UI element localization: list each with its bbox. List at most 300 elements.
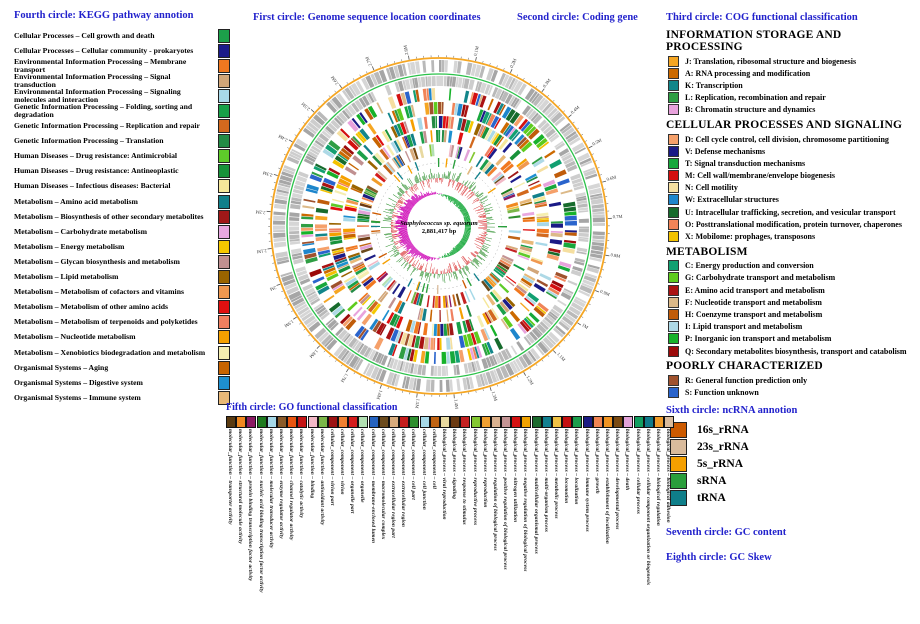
coding-gene-bar [290, 204, 300, 210]
coding-gene-bar [385, 85, 392, 96]
coding-gene-bar [591, 245, 603, 251]
axis-tick [548, 95, 549, 96]
axis-tick [323, 100, 324, 101]
gc-content-spike [440, 274, 441, 275]
gc-content-spike [440, 178, 441, 180]
gc-content-spike [479, 225, 487, 226]
kegg-legend-item [14, 209, 230, 224]
kegg-item-label: Metabolism – Metabolism of other amino acids [14, 302, 169, 312]
go-item-swatch [572, 416, 582, 428]
gc-content-spike [381, 227, 391, 228]
axis-tick [284, 298, 286, 299]
second-circle-title: Second circle: Coding gene [517, 12, 638, 23]
axis-tick [353, 78, 354, 80]
cog-bar [347, 120, 358, 132]
cog-item-label: P: Inorganic ion transport and metabolism [685, 334, 832, 344]
cog-bar [323, 295, 334, 303]
go-legend-item [257, 416, 267, 593]
cog-bar [423, 89, 427, 101]
gc-content-spike [484, 232, 486, 233]
cog-bar [442, 102, 444, 114]
kegg-legend-item [14, 194, 230, 209]
axis-tick [585, 310, 587, 311]
ncrna-legend-items [666, 422, 918, 507]
axis-tick [299, 323, 300, 324]
go-item-label: molecular_function – catalytic activity [298, 429, 305, 519]
axis-tick [589, 146, 593, 148]
coding-gene-bar [593, 231, 605, 235]
cog-bar [446, 338, 451, 350]
gc-content-spike [457, 183, 461, 190]
gc-skew-spike [434, 258, 435, 259]
cog-bar [442, 352, 447, 364]
axis-tick [490, 387, 491, 391]
gc-content-spike [475, 208, 483, 212]
gc-skew-spike [442, 194, 443, 197]
coding-gene-bar [289, 212, 299, 217]
axis-tick [289, 140, 292, 142]
go-legend-item [450, 416, 460, 500]
coding-gene-bar [447, 76, 450, 86]
gc-content-spike [391, 230, 392, 231]
go-bar [438, 296, 440, 308]
axis-tick [313, 340, 314, 341]
gc-content-spike [391, 228, 392, 229]
go-legend-item [226, 416, 236, 525]
axis-tick [573, 329, 574, 330]
gc-content-spike [483, 232, 486, 233]
cog-bar [537, 165, 549, 173]
kegg-bar [432, 324, 434, 336]
cog-bar [520, 302, 530, 311]
go-bar [364, 254, 376, 261]
cog-bar [551, 233, 563, 238]
cog-item-label: K: Transcription [685, 80, 743, 90]
circos-plot [248, 34, 632, 418]
go-item-swatch [644, 416, 654, 428]
kegg-bar [332, 199, 344, 203]
coding-gene-bar [452, 77, 456, 87]
cog-bar [376, 102, 383, 114]
kegg-item-swatch [218, 164, 230, 178]
go-bar [469, 152, 476, 164]
axis-tick-label: 2.8M [402, 44, 410, 56]
kegg-item-label: Metabolism – Biosynthesis of other secondary metabolites [14, 211, 204, 221]
axis-tick [564, 111, 565, 112]
coding-gene-bar [442, 60, 445, 72]
go-item-label: biological_process – reproductive process [471, 429, 478, 526]
axis-tick-label: 2.1M [256, 248, 268, 255]
axis-tick-label: 0.7M [612, 213, 623, 220]
axis-tick [380, 385, 381, 389]
cog-item-swatch [668, 68, 679, 79]
cog-bar [487, 99, 493, 111]
gc-skew-spike [438, 194, 439, 195]
axis-tick-label: 0.8M [610, 252, 621, 259]
coding-gene-bar [273, 221, 285, 225]
go-bar [419, 146, 424, 158]
kegg-bar [537, 220, 549, 223]
go-item-label: cellular_component – membrane-enclosed lumen [369, 429, 376, 544]
go-item-label: biological_process – localization [573, 429, 580, 505]
cog-bar [438, 102, 441, 114]
cog-bar [449, 88, 452, 100]
axis-tick [281, 161, 283, 162]
axis-tick [304, 329, 305, 330]
gc-content-spike [431, 273, 432, 276]
ncrna-bar [382, 258, 390, 264]
cog-bar [564, 207, 576, 212]
gc-content-spike [480, 196, 488, 201]
ncrna-legend-item [666, 473, 918, 490]
go-legend-item [460, 416, 470, 525]
go-item-label: cellular_component – virion part [328, 429, 335, 506]
gc-skew-spike [438, 258, 439, 260]
go-item-swatch [634, 416, 644, 428]
kegg-legend-item [14, 360, 230, 375]
coding-gene-bar [417, 365, 422, 375]
go-item-label: biological_process – nitrogen utilization [512, 429, 519, 523]
ncrna-bar [466, 278, 471, 287]
kegg-bar [367, 160, 378, 170]
cog-bar [551, 221, 563, 223]
ncrna-bar [467, 166, 473, 175]
coding-gene-bar [427, 76, 431, 86]
gc-content-spike [401, 251, 406, 255]
go-bar [432, 296, 434, 308]
kegg-bar [443, 116, 446, 128]
cog-bar [549, 159, 562, 169]
sixth-circle-title: Sixth circle: ncRNA annotion [666, 404, 798, 416]
go-item-swatch [562, 416, 572, 428]
cog-item-label: R: General function prediction only [685, 375, 808, 385]
kegg-item-swatch [218, 225, 230, 239]
gc-content-spike [398, 250, 399, 251]
axis-tick-label: 0.2M [508, 57, 518, 69]
ncrna-bar [445, 158, 447, 167]
go-bar [397, 286, 406, 298]
go-item-swatch [277, 416, 287, 428]
kegg-legend-item [14, 254, 230, 269]
axis-tick [511, 379, 512, 381]
cog-item-swatch [668, 285, 679, 296]
kegg-item-swatch [218, 376, 230, 390]
axis-tick [335, 360, 336, 361]
axis-tick [595, 161, 597, 162]
cog-bar [562, 248, 575, 254]
kegg-item-label: Metabolism – Energy metabolism [14, 241, 125, 251]
go-bar [452, 294, 456, 306]
ncrna-bar [426, 284, 429, 293]
ncrna-bar [415, 162, 419, 171]
gc-content-spike [386, 215, 392, 217]
organism-name: Staphylococcus sp. equorum [400, 220, 478, 227]
gc-content-spike [394, 253, 400, 257]
gc-content-spike [440, 178, 441, 182]
axis-tick-label: 1.5M [414, 398, 421, 409]
axis-tick [354, 373, 355, 375]
kegg-bar [510, 150, 521, 161]
ncrna-item-swatch [670, 490, 687, 506]
axis-tick [568, 115, 571, 118]
gc-content-spike [393, 212, 398, 214]
ncrna-bar [371, 230, 380, 232]
kegg-item-swatch [218, 195, 230, 209]
gc-content-spike [399, 258, 404, 262]
cog-item-swatch [668, 346, 679, 357]
ncrna-item-swatch [670, 439, 687, 455]
cog-bar [374, 337, 384, 350]
axis-tick [582, 317, 584, 318]
kegg-legend-item [14, 300, 230, 315]
go-legend-item [267, 416, 277, 549]
gc-skew-spike [436, 192, 437, 194]
go-item-swatch [471, 416, 481, 428]
gc-content-spike [443, 270, 444, 273]
cog-item-label: O: Posttranslational modification, protein turnover, chaperones [685, 219, 902, 229]
gc-content-spike [457, 173, 461, 182]
ncrna-bar [371, 226, 380, 227]
kegg-bar [536, 212, 548, 216]
cog-bar [424, 102, 429, 114]
coding-gene-bar [273, 238, 285, 242]
kegg-bar [437, 324, 440, 336]
coding-gene-bar [431, 60, 434, 72]
kegg-bar [537, 222, 549, 226]
cog-item-label: X: Mobilome: prophages, transposons [685, 232, 816, 242]
axis-tick [277, 284, 281, 285]
kegg-bar [439, 310, 440, 322]
cog-bar [510, 311, 521, 323]
go-item-label: biological_process – viral reproduction [440, 429, 447, 520]
axis-tick [523, 78, 524, 80]
go-legend-item [613, 416, 623, 530]
axis-tick [602, 181, 606, 182]
go-item-label: biological_process – immune system process [583, 429, 590, 532]
axis-tick [380, 66, 381, 68]
go-item-swatch [226, 416, 236, 428]
axis-tick [536, 86, 537, 87]
gc-content-spike [444, 174, 445, 178]
kegg-bar [329, 228, 341, 230]
gc-content-spike [434, 274, 435, 278]
ncrna-item-swatch [670, 456, 687, 472]
axis-tick-label: 2M [269, 284, 277, 292]
coding-gene-bar [421, 77, 426, 87]
kegg-bar [448, 131, 452, 143]
go-legend-item [338, 416, 348, 495]
kegg-bar [424, 117, 428, 129]
gc-skew-spike [439, 193, 440, 194]
go-item-swatch [318, 416, 328, 428]
cog-legend-item [666, 104, 918, 116]
axis-tick [517, 376, 518, 378]
cog-bar [301, 216, 313, 219]
cog-item-label: J: Translation, ribosomal structure and biogenesis [685, 56, 857, 66]
gc-content-spike [478, 219, 487, 221]
cog-bar [315, 233, 327, 236]
kegg-bar [423, 323, 428, 335]
axis-tick [490, 63, 491, 65]
coding-gene-bar [557, 300, 566, 307]
kegg-item-label: Metabolism – Nucleotide metabolism [14, 332, 136, 342]
go-item-swatch [481, 416, 491, 428]
kegg-legend [14, 10, 230, 405]
go-item-swatch [532, 416, 542, 428]
kegg-legend-item [14, 149, 230, 164]
gc-content-spike [405, 192, 410, 197]
axis-tick [317, 346, 320, 349]
go-item-label: biological_process – positive regulation of biological process [502, 429, 509, 570]
gc-content-spike [470, 252, 476, 257]
gc-content-spike [420, 182, 424, 191]
coding-gene-bar [592, 208, 604, 212]
axis-tick-label: 1.8M [308, 348, 320, 360]
axis-tick [287, 148, 289, 149]
axis-tick [598, 284, 600, 285]
gc-content-spike [391, 229, 394, 230]
cog-bar [430, 338, 433, 350]
go-item-swatch [460, 416, 470, 428]
cog-bar [301, 214, 313, 217]
gc-content-spike [483, 245, 489, 248]
go-legend-item [623, 416, 633, 491]
gc-content-spike [483, 204, 491, 208]
coding-gene-bar [579, 227, 589, 229]
cog-item-label: W: Extracellular structures [685, 195, 779, 205]
axis-tick-label: 2.5M [300, 101, 312, 112]
gc-skew-spike [433, 258, 434, 259]
coding-gene-bar [434, 366, 437, 376]
go-item-label: biological_process – signaling [451, 429, 458, 500]
coding-gene-bar [440, 380, 443, 392]
kegg-legend-item [14, 119, 230, 134]
axis-tick [592, 154, 594, 155]
gc-content-spike [480, 206, 483, 208]
coding-gene-bar [444, 60, 448, 72]
cog-legend-sections [666, 29, 918, 399]
go-legend-item [379, 416, 389, 540]
cog-legend-item [666, 133, 918, 145]
cog-bar [312, 276, 324, 283]
kegg-bar [430, 310, 433, 322]
fifth-circle-title: Fifth circle: GO functional classification [226, 402, 398, 413]
gc-content-spike [487, 227, 495, 228]
gc-content-spike [391, 230, 398, 231]
gc-content-spike [481, 248, 489, 252]
axis-tick [360, 376, 361, 378]
gc-content-spike [437, 269, 438, 274]
go-legend-item [654, 416, 664, 526]
axis-tick [324, 351, 325, 352]
ncrna-bar [371, 232, 380, 234]
gc-content-spike [438, 274, 439, 279]
kegg-legend-item [14, 43, 230, 58]
cog-bar [437, 338, 439, 350]
kegg-item-label: Metabolism – Metabolism of terpenoids and polyketides [14, 317, 198, 327]
axis-tick [360, 75, 361, 77]
go-item-swatch [236, 416, 246, 428]
gc-content-spike [394, 208, 395, 209]
gc-content-spike [445, 176, 446, 179]
ncrna-bar [372, 212, 381, 215]
go-bar [406, 290, 412, 302]
axis-tick [504, 382, 505, 384]
coding-gene-bar [289, 234, 299, 239]
cog-bar [315, 228, 327, 231]
cog-legend-item [666, 321, 918, 333]
axis-tick [553, 100, 554, 101]
axis-tick [291, 311, 293, 312]
go-legend-item [440, 416, 450, 520]
gc-skew-spike [438, 193, 439, 194]
gc-content-spike [388, 198, 397, 203]
go-item-label: biological_process – growth [593, 429, 600, 494]
cog-bar [388, 96, 396, 109]
gc-content-spike [441, 178, 442, 184]
gc-content-spike [482, 224, 487, 225]
gc-content-spike [389, 238, 393, 239]
coding-gene-bar [273, 230, 285, 232]
gc-content-spike [394, 209, 396, 210]
cog-item-label: L: Replication, recombination and repair [685, 93, 826, 103]
gc-content-spike [410, 267, 415, 275]
coding-gene-bar [446, 380, 450, 392]
gc-content-spike [447, 177, 448, 179]
coding-gene-bar [592, 235, 604, 239]
kegg-bar [459, 307, 464, 319]
cog-bar [551, 224, 563, 228]
kegg-bar [446, 310, 448, 322]
gc-content-spike [415, 184, 418, 189]
go-bar [508, 215, 520, 218]
cog-bar [309, 269, 322, 278]
kegg-item-swatch [218, 29, 230, 43]
ncrna-bar [498, 226, 507, 227]
cog-bar [464, 91, 470, 103]
go-item-label: molecular_function – protein binding transcription factor activity [247, 429, 254, 582]
kegg-item-swatch [218, 285, 230, 299]
ncrna-item-swatch [670, 473, 687, 489]
gc-content-spike [482, 203, 485, 205]
coding-gene-bar [416, 378, 421, 390]
kegg-bar [436, 130, 438, 142]
axis-tick [548, 355, 549, 356]
gc-content-spike [480, 223, 487, 224]
gc-content-spike [477, 255, 482, 259]
gc-skew-spike [437, 194, 438, 195]
go-bar [509, 230, 521, 233]
cog-item-swatch [668, 92, 679, 103]
cog-item-label: H: Coenzyme transport and metabolism [685, 309, 823, 319]
genome-size: 2,881,417 bp [421, 228, 457, 235]
coding-gene-bar [516, 341, 524, 351]
gc-content-spike [474, 243, 482, 247]
kegg-bar [343, 218, 355, 222]
cog-bar [490, 325, 498, 337]
kegg-item-label: Environmental Information Processing – Signaling molecules and interaction [14, 86, 181, 104]
cog-item-label: T: Signal transduction mechanisms [685, 158, 806, 168]
cog-bar [433, 338, 435, 350]
go-item-label: molecular_function – transporter activity [227, 429, 233, 525]
go-legend-item [348, 416, 358, 514]
go-bar [435, 296, 438, 308]
gc-content-spike [480, 204, 482, 205]
go-item-label: molecular_function – antioxidant activity [318, 429, 325, 526]
cog-bar [301, 224, 313, 227]
go-legend-item [511, 416, 521, 523]
ncrna-bar [488, 188, 496, 194]
